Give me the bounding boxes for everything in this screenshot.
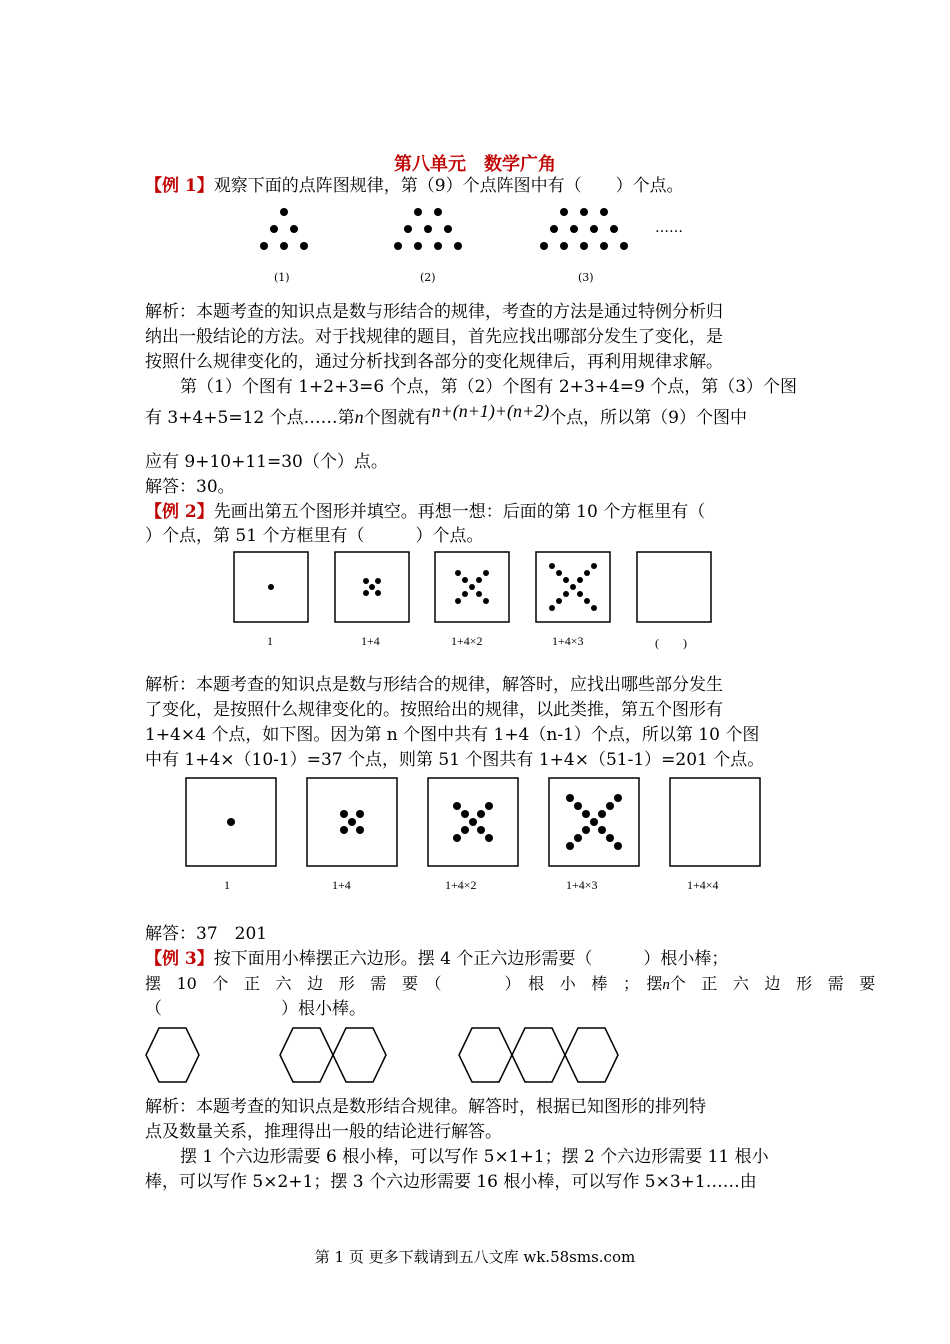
dot (574, 834, 582, 842)
dot (469, 818, 477, 826)
example2-analysis-l4: 中有 1+4×（10-1）=37 个点，则第 51 个图共有 1+4×（51-1）=201 个点。 (145, 750, 765, 770)
bottom-label-4: 1+4×3 (566, 878, 598, 892)
dot (485, 834, 493, 842)
dot (462, 577, 468, 583)
dot (566, 794, 574, 802)
dot (483, 570, 489, 576)
example1-question: 观察下面的点阵图规律，第（9）个点阵图中有（ ）个点。 (213, 176, 684, 196)
dot (477, 826, 485, 834)
question-text: 个 正 六 边 形 需 要 (669, 974, 876, 993)
dot (375, 578, 381, 584)
para-text: 个点，所以第（9）个图中 (549, 408, 748, 428)
example2-question: 先画出第五个图形并填空。再想一想：后面的第 10 个方框里有（ (213, 502, 706, 522)
dot (268, 584, 274, 590)
hexagon (459, 1028, 512, 1082)
question-text: 摆 10 个 正 六 边 形 需 要 （ ） 根 小 棒 ； 摆 (145, 974, 663, 993)
dot (469, 584, 475, 590)
dot (606, 802, 614, 810)
dot (556, 570, 562, 576)
top-label-5: ( ) (655, 636, 687, 650)
example2-analysis-l3: 1+4×4 个点，如下图。因为第 n 个图中共有 1+4（n-1）个点，所以第 10 个图 (145, 725, 760, 745)
dot (549, 563, 555, 569)
example1-para-l1: 第（1）个图有 1+2+3=6 个点，第（2）个图有 2+3+4=9 个点，第（3）个图 (180, 377, 798, 397)
top-label-3: 1+4×2 (451, 634, 483, 648)
example3-tag: 【例 3】 (145, 949, 214, 969)
dot (340, 826, 348, 834)
dot (453, 802, 461, 810)
dot (606, 834, 614, 842)
dot (434, 242, 442, 250)
square-frame (637, 552, 711, 622)
figure-label-3: (3) (578, 271, 594, 284)
dot (394, 242, 402, 250)
para-text: 有 3+4+5=12 个点……第 (145, 408, 355, 428)
formula: n+(n+1)+(n+2) (431, 401, 550, 421)
variable-n: n (354, 407, 364, 427)
example3-question: 按下面用小棒摆正六边形。摆 4 个正六边形需要（ ）根小棒； (213, 949, 729, 969)
dot (300, 242, 308, 250)
dot (483, 598, 489, 604)
dot (614, 842, 622, 850)
bottom-label-3: 1+4×2 (445, 878, 477, 892)
variable-n: n (662, 977, 670, 993)
example1-analysis-l2: 纳出一般结论的方法。对于找规律的题目，首先应找出哪部分发生了变化，是 (145, 327, 723, 347)
dot-triangle-figures (0, 195, 950, 315)
dot (570, 584, 576, 590)
dot (340, 810, 348, 818)
dot (280, 208, 288, 216)
dot (550, 225, 558, 233)
dot (590, 818, 598, 826)
dot (600, 242, 608, 250)
dot (404, 225, 412, 233)
dot (227, 818, 235, 826)
dot (280, 242, 288, 250)
dot (556, 598, 562, 604)
example2-analysis-l2: 了变化，是按照什么规律变化的。按照给出的规律，以此类推，第五个图形有 (145, 700, 723, 720)
dot (363, 590, 369, 596)
hexagon (512, 1028, 565, 1082)
dot (580, 242, 588, 250)
dot (580, 208, 588, 216)
dot (444, 225, 452, 233)
example2-analysis-l1: 解析：本题考查的知识点是数与形结合的规律，解答时，应找出哪些部分发生 (145, 675, 723, 695)
hexagon (333, 1028, 386, 1082)
dot (584, 598, 590, 604)
dot (461, 810, 469, 818)
dot (598, 826, 606, 834)
dot (363, 578, 369, 584)
dot (560, 242, 568, 250)
bottom-label-1: 1 (224, 878, 230, 892)
dot (598, 810, 606, 818)
dot (563, 591, 569, 597)
dot (290, 225, 298, 233)
dot (414, 208, 422, 216)
bottom-label-2: 1+4 (332, 878, 351, 892)
example3-question-line2 (145, 972, 875, 997)
hexagon-figures (0, 1023, 950, 1093)
square-dots-figures-top (0, 548, 950, 628)
dot (549, 605, 555, 611)
dot (434, 208, 442, 216)
page-footer: 第 1 页 更多下载请到五八文库 wk.58sms.com (314, 1248, 636, 1266)
example1-analysis-l3: 按照什么规律变化的，通过分析找到各部分的变化规律后，再利用规律求解。 (145, 352, 723, 372)
dot (574, 802, 582, 810)
top-label-4: 1+4×3 (552, 634, 584, 648)
top-label-2: 1+4 (361, 634, 380, 648)
para-text: 个图就有 (363, 408, 432, 428)
figure-label-1: (1) (274, 271, 290, 284)
dot (461, 826, 469, 834)
dot (582, 826, 590, 834)
hexagon (280, 1028, 333, 1082)
dot (610, 225, 618, 233)
dot (566, 842, 574, 850)
page-title: 第八单元 数学广角 (394, 154, 556, 175)
dot (620, 242, 628, 250)
example1-analysis-l1: 解析：本题考查的知识点是数与形结合的规律，考查的方法是通过特例分析归 (145, 302, 723, 322)
dot (424, 225, 432, 233)
example3-question-line3: （ ）根小棒。 (145, 999, 366, 1019)
ellipsis: …… (655, 220, 683, 236)
example2-tag: 【例 2】 (145, 502, 214, 522)
dot (453, 834, 461, 842)
dot (600, 208, 608, 216)
example3-question-line1 (145, 947, 728, 971)
dot (455, 570, 461, 576)
square-dots-figures-bottom (0, 775, 950, 875)
dot (477, 810, 485, 818)
dot (476, 577, 482, 583)
dot (614, 794, 622, 802)
example2-question-line1 (145, 500, 705, 524)
dot (582, 810, 590, 818)
example1-para-l3: 应有 9+10+11=30（个）点。 (145, 452, 388, 472)
bottom-label-5: 1+4×4 (687, 878, 719, 892)
dot (485, 802, 493, 810)
dot (563, 577, 569, 583)
figure-label-2: (2) (420, 271, 436, 284)
dot (455, 598, 461, 604)
hexagon (146, 1028, 199, 1082)
dot (540, 242, 548, 250)
dot (570, 225, 578, 233)
dot (560, 208, 568, 216)
dot (591, 605, 597, 611)
example2-answer: 解答：37 201 (145, 924, 268, 944)
dot (462, 591, 468, 597)
example3-para-l1: 摆 1 个六边形需要 6 根小棒，可以写作 5×1+1；摆 2 个六边形需要 11 根小 (180, 1147, 769, 1167)
dot (356, 826, 364, 834)
example3-para-l2: 棒，可以写作 5×2+1；摆 3 个六边形需要 16 根小棒，可以写作 5×3+1……由 (145, 1172, 757, 1192)
square-frame (670, 778, 760, 866)
dot (454, 242, 462, 250)
top-label-1: 1 (267, 634, 273, 648)
dot (476, 591, 482, 597)
dot (584, 570, 590, 576)
dot (260, 242, 268, 250)
dot (591, 563, 597, 569)
example3-analysis-l1: 解析：本题考查的知识点是数形结合规律。解答时，根据已知图形的排列特 (145, 1097, 706, 1117)
example1-answer: 解答：30。 (145, 477, 235, 497)
example3-analysis-l2: 点及数量关系，推理得出一般的结论进行解答。 (145, 1122, 502, 1142)
dot (414, 242, 422, 250)
hexagon (565, 1028, 618, 1082)
dot (590, 225, 598, 233)
dot (577, 591, 583, 597)
example2-question-line2: ）个点，第 51 个方框里有（ ）个点。 (145, 526, 484, 546)
dot (577, 577, 583, 583)
dot (369, 584, 375, 590)
dot (356, 810, 364, 818)
example1-para-l2 (145, 401, 748, 430)
example1-tag: 【例 1】 (145, 176, 214, 196)
dot (375, 590, 381, 596)
dot (348, 818, 356, 826)
dot (270, 225, 278, 233)
